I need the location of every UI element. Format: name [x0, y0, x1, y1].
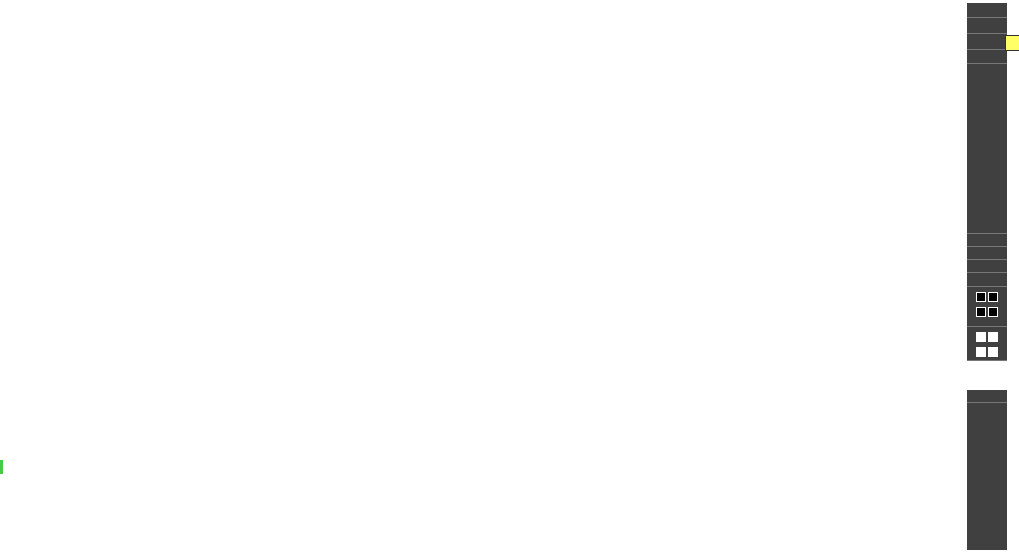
header-umaban	[967, 18, 1007, 34]
marker-empty-squares	[967, 327, 1007, 361]
side-marker-box	[1005, 35, 1019, 51]
header-owner	[967, 273, 1007, 287]
header-waku	[967, 3, 1007, 18]
bottom-header-blank	[967, 390, 1007, 403]
row-header-column	[967, 3, 1007, 361]
bottom-header-column	[967, 390, 1007, 550]
header-b	[967, 34, 1007, 50]
header-jockey	[967, 247, 1007, 260]
header-kinryo	[967, 234, 1007, 247]
marker-filled-squares	[967, 287, 1007, 327]
header-kigou	[967, 50, 1007, 64]
header-rank	[967, 260, 1007, 273]
race-card-sheet	[7, 3, 1019, 552]
header-horse-name	[967, 64, 1007, 234]
green-marker	[0, 460, 3, 474]
